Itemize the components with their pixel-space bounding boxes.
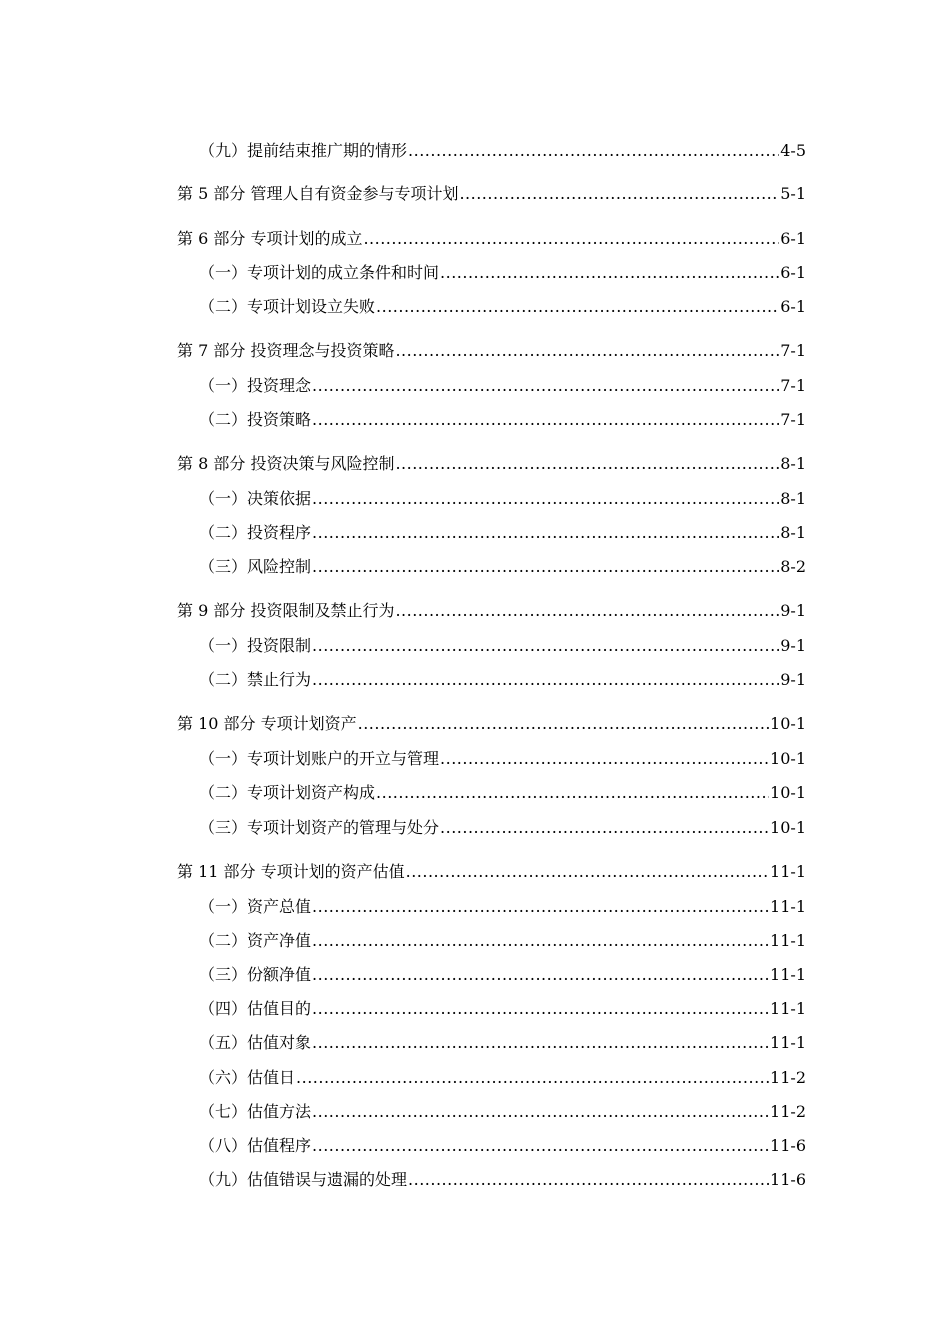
toc-section-entry: [199, 487, 806, 509]
toc-entry-title: （二）专项计划设立失败: [199, 297, 376, 316]
toc-page-number: 10-1: [770, 783, 806, 802]
toc-section-entry: [199, 139, 806, 161]
dot-leader: [376, 297, 779, 317]
dot-leader: [312, 489, 779, 509]
toc-page-number: 10-1: [770, 749, 806, 768]
dot-leader: [312, 931, 769, 951]
toc-entry-title: （六）估值日: [199, 1068, 296, 1087]
toc-section-entry: [199, 1066, 806, 1088]
toc-entry-title: （五）估值对象: [199, 1033, 312, 1052]
toc-chapter-entry: [177, 712, 806, 734]
dot-leader: [312, 965, 769, 985]
dot-leader: [408, 1170, 769, 1190]
dot-leader: [395, 341, 779, 361]
toc-section-entry: [199, 408, 806, 430]
dot-leader: [312, 557, 779, 577]
dot-leader: [440, 749, 769, 769]
toc-section-entry: [199, 1134, 806, 1156]
toc-section-entry: [199, 1031, 806, 1053]
toc-chapter-entry: [177, 227, 806, 249]
dot-leader: [312, 1102, 769, 1122]
toc-page-number: 9-1: [780, 601, 806, 620]
toc-entry-title: （九）估值错误与遗漏的处理: [199, 1170, 408, 1189]
dot-leader: [312, 1136, 769, 1156]
toc-section-entry: [199, 929, 806, 951]
toc-page-number: 11-1: [770, 965, 806, 984]
toc-page-number: 11-1: [770, 999, 806, 1018]
toc-section-entry: [199, 374, 806, 396]
toc-section-entry: [199, 1168, 806, 1190]
toc-page-number: 5-1: [780, 184, 806, 203]
toc-page-number: 6-1: [780, 263, 806, 282]
toc-entry-title: （一）资产总值: [199, 897, 312, 916]
toc-page-number: 11-6: [770, 1136, 806, 1155]
toc-entry-title: （三）份额净值: [199, 965, 312, 984]
dot-leader: [459, 184, 779, 204]
toc-page-number: 6-1: [780, 297, 806, 316]
toc-section-entry: [199, 747, 806, 769]
toc-section-entry: [199, 261, 806, 283]
toc-page-number: 8-1: [780, 454, 806, 473]
toc-page-number: 11-2: [770, 1068, 806, 1087]
toc-chapter-entry: [177, 339, 806, 361]
toc-page-number: 8-2: [780, 557, 806, 576]
toc-entry-title: （一）投资限制: [199, 636, 312, 655]
toc-entry-title: 第 10 部分 专项计划资产: [177, 714, 357, 733]
toc-entry-title: （一）专项计划的成立条件和时间: [199, 263, 440, 282]
dot-leader: [312, 897, 769, 917]
dot-leader: [312, 410, 779, 430]
dot-leader: [440, 818, 769, 838]
toc-section-entry: [199, 781, 806, 803]
toc-entry-title: 第 8 部分 投资决策与风险控制: [177, 454, 395, 473]
toc-page-number: 6-1: [780, 229, 806, 248]
toc-page-number: 7-1: [780, 341, 806, 360]
dot-leader: [440, 263, 779, 283]
toc-section-entry: [199, 668, 806, 690]
toc-section-entry: [199, 1100, 806, 1122]
toc-page-number: 11-1: [770, 862, 806, 881]
dot-leader: [312, 376, 779, 396]
toc-chapter-entry: [177, 452, 806, 474]
dot-leader: [312, 1033, 769, 1053]
toc-page-number: 11-1: [770, 931, 806, 950]
toc-page-number: 10-1: [770, 818, 806, 837]
toc-section-entry: [199, 295, 806, 317]
toc-entry-title: 第 6 部分 专项计划的成立: [177, 229, 363, 248]
toc-chapter-entry: [177, 182, 806, 204]
toc-entry-title: （二）禁止行为: [199, 670, 312, 689]
toc-section-entry: [199, 521, 806, 543]
toc-entry-title: （二）投资策略: [199, 410, 312, 429]
toc-section-entry: [199, 895, 806, 917]
toc-page-number: 11-1: [770, 1033, 806, 1052]
toc-section-entry: [199, 634, 806, 656]
toc-entry-title: 第 11 部分 专项计划的资产估值: [177, 862, 405, 881]
toc-entry-title: （七）估值方法: [199, 1102, 312, 1121]
toc-page-number: 11-2: [770, 1102, 806, 1121]
toc-section-entry: [199, 997, 806, 1019]
toc-entry-title: （二）专项计划资产构成: [199, 783, 376, 802]
toc-page-number: 7-1: [780, 376, 806, 395]
dot-leader: [312, 636, 779, 656]
toc-section-entry: [199, 816, 806, 838]
dot-leader: [312, 999, 769, 1019]
toc-entry-title: 第 5 部分 管理人自有资金参与专项计划: [177, 184, 459, 203]
toc-chapter-entry: [177, 599, 806, 621]
toc-page-number: 4-5: [780, 141, 806, 160]
dot-leader: [395, 454, 779, 474]
dot-leader: [312, 523, 779, 543]
dot-leader: [408, 141, 779, 161]
dot-leader: [376, 783, 769, 803]
dot-leader: [363, 229, 779, 249]
toc-page-number: 10-1: [770, 714, 806, 733]
toc-page-number: 8-1: [780, 489, 806, 508]
dot-leader: [395, 601, 779, 621]
toc-page-number: 11-6: [770, 1170, 806, 1189]
toc-page-number: 7-1: [780, 410, 806, 429]
toc-entry-title: （八）估值程序: [199, 1136, 312, 1155]
toc-page-number: 9-1: [780, 670, 806, 689]
toc-entry-title: 第 9 部分 投资限制及禁止行为: [177, 601, 395, 620]
toc-entry-title: （九）提前结束推广期的情形: [199, 141, 408, 160]
toc-page-number: 11-1: [770, 897, 806, 916]
dot-leader: [406, 862, 769, 882]
toc-section-entry: [199, 963, 806, 985]
toc-entry-title: （二）资产净值: [199, 931, 312, 950]
toc-entry-title: （一）投资理念: [199, 376, 312, 395]
toc-entry-title: （四）估值目的: [199, 999, 312, 1018]
toc-page-number: 8-1: [780, 523, 806, 542]
toc-chapter-entry: [177, 860, 806, 882]
dot-leader: [312, 670, 779, 690]
toc-entry-title: （三）风险控制: [199, 557, 312, 576]
toc-entry-title: 第 7 部分 投资理念与投资策略: [177, 341, 395, 360]
dot-leader: [296, 1068, 769, 1088]
toc-entry-title: （三）专项计划资产的管理与处分: [199, 818, 440, 837]
toc-entry-title: （一）专项计划账户的开立与管理: [199, 749, 440, 768]
toc-page-number: 9-1: [780, 636, 806, 655]
toc-entry-title: （二）投资程序: [199, 523, 312, 542]
dot-leader: [358, 714, 769, 734]
toc-entry-title: （一）决策依据: [199, 489, 312, 508]
toc-section-entry: [199, 555, 806, 577]
